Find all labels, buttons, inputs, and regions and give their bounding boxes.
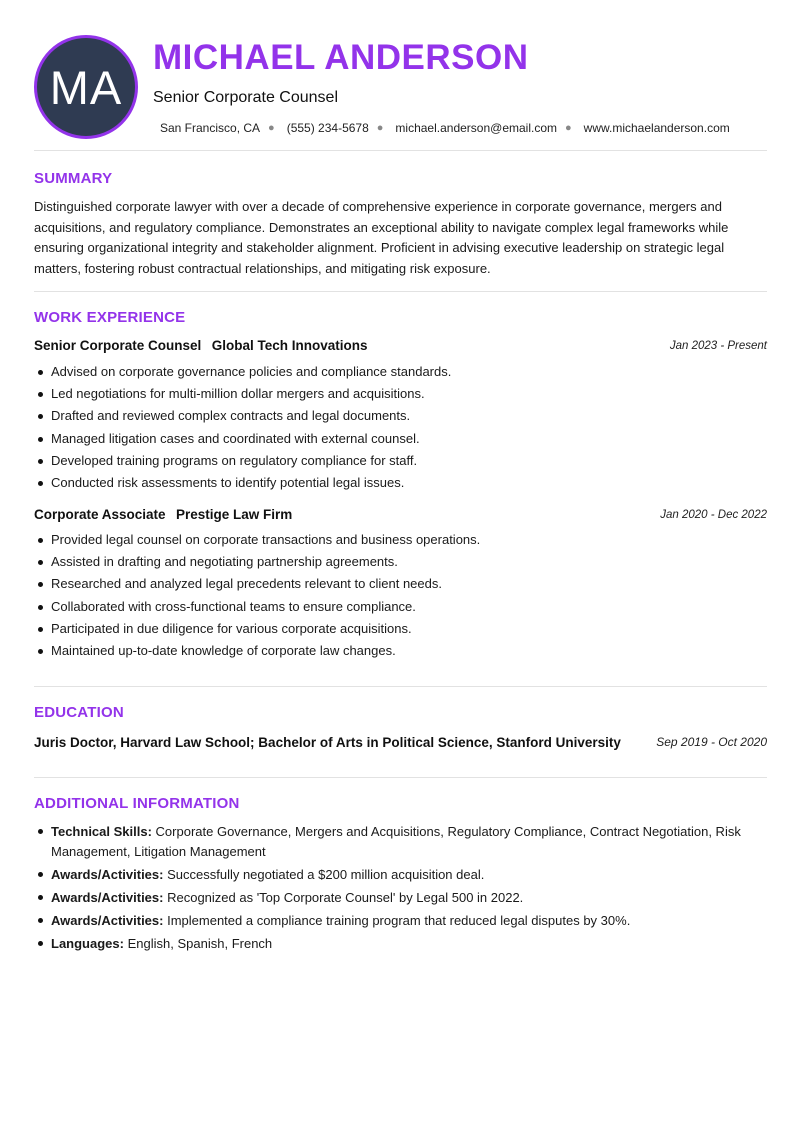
list-item: Assisted in drafting and negotiating partnership agreements. — [34, 551, 767, 573]
award-label: Awards/Activities: — [51, 889, 164, 905]
dot-separator-icon: ● — [565, 122, 572, 134]
job-header — [34, 506, 767, 524]
contact-email[interactable]: michael.anderson@email.com — [395, 121, 558, 135]
list-item: Researched and analyzed legal precedents relevant to client needs. — [34, 573, 767, 595]
award-text: Successfully negotiated a $200 million acquisition deal. — [167, 866, 485, 882]
languages-label: Languages: — [51, 935, 124, 951]
job-company: Global Tech Innovations — [211, 338, 368, 353]
job-bullets — [34, 361, 767, 494]
contact-website[interactable]: www.michaelanderson.com — [583, 121, 730, 135]
language-french: , French — [224, 936, 272, 951]
list-item: Drafted and reviewed complex contracts and legal documents. — [34, 405, 767, 427]
award-item — [34, 865, 767, 885]
skills-label: Technical Skills: — [51, 824, 152, 839]
divider — [34, 777, 767, 778]
language-english: English — [127, 935, 171, 951]
divider — [34, 291, 767, 292]
job-role: Corporate Associate — [34, 507, 166, 522]
divider — [34, 150, 767, 151]
avatar-initials: MA — [49, 60, 123, 114]
candidate-name: MICHAEL ANDERSON — [153, 38, 529, 77]
list-item: Developed training programs on regulatory compliance for staff. — [34, 450, 767, 472]
award-label: Awards/Activities: — [51, 866, 164, 882]
list-item: Collaborated with cross-functional teams to ensure compliance. — [34, 596, 767, 618]
contact-phone[interactable]: (555) 234-5678 — [286, 121, 369, 135]
divider — [34, 686, 767, 687]
award-item — [34, 888, 767, 908]
job-title-line — [34, 506, 292, 524]
list-item: Conducted risk assessments to identify potential legal issues. — [34, 472, 767, 494]
additional-heading: ADDITIONAL INFORMATION — [34, 795, 240, 812]
job-title-line — [34, 337, 368, 355]
list-item: Advised on corporate governance policies and compliance standards. — [34, 361, 767, 383]
language-spanish: , Spanish — [170, 936, 224, 951]
additional-list — [34, 822, 767, 957]
job-header — [34, 337, 767, 355]
experience-heading: WORK EXPERIENCE — [34, 309, 186, 326]
list-item: Managed litigation cases and coordinated with external counsel. — [34, 428, 767, 450]
list-item: Led negotiations for multi-million dollar mergers and acquisitions. — [34, 383, 767, 405]
education-degree: Juris Doctor, Harvard Law School; Bachelor of Arts in Political Science, Stanford University — [34, 734, 621, 750]
summary-text: Distinguished corporate lawyer with over a decade of comprehensive experience in corporate governance, mergers and acquisitions, and regulatory compliance. Demonstrates an exceptional ability to navigate complex legal frameworks while ensuring organizational integrity and stakeholder alignment. Proficient in advising executive leadership on strategic legal matters, fostering robust contractual relationships, and mitigating risk exposure. — [34, 199, 729, 276]
education-heading: EDUCATION — [34, 704, 124, 721]
summary-heading: SUMMARY — [34, 170, 113, 187]
list-item: Maintained up-to-date knowledge of corporate law changes. — [34, 640, 767, 662]
job-role: Senior Corporate Counsel — [34, 338, 202, 353]
award-label: Awards/Activities: — [51, 912, 164, 928]
job-dates: Jan 2023 - Present — [669, 340, 767, 352]
avatar — [34, 35, 138, 139]
award-text: Implemented a compliance training program that reduced legal disputes by 30%. — [167, 912, 631, 928]
job-bullets — [34, 529, 767, 662]
education-entry — [34, 733, 767, 751]
list-item: Participated in due diligence for various corporate acquisitions. — [34, 618, 767, 640]
list-item: Provided legal counsel on corporate transactions and business operations. — [34, 529, 767, 551]
skills-item — [34, 822, 767, 861]
languages-item — [34, 934, 767, 954]
award-item — [34, 911, 767, 931]
job-company: Prestige Law Firm — [176, 507, 293, 522]
contact-bar — [160, 121, 730, 135]
dot-separator-icon: ● — [376, 122, 384, 134]
dot-separator-icon: ● — [268, 122, 275, 134]
skills-text: Corporate Governance, Mergers and Acquisitions, Regulatory Compliance, Contract Negotiation, Risk Management, Litigation Management — [51, 824, 741, 859]
education-dates: Sep 2019 - Oct 2020 — [656, 735, 767, 749]
job-dates: Jan 2020 - Dec 2022 — [660, 509, 767, 521]
candidate-title: Senior Corporate Counsel — [153, 89, 338, 106]
award-text: Recognized as 'Top Corporate Counsel' by Legal 500 in 2022. — [167, 889, 524, 905]
contact-location: San Francisco, CA — [160, 121, 261, 135]
